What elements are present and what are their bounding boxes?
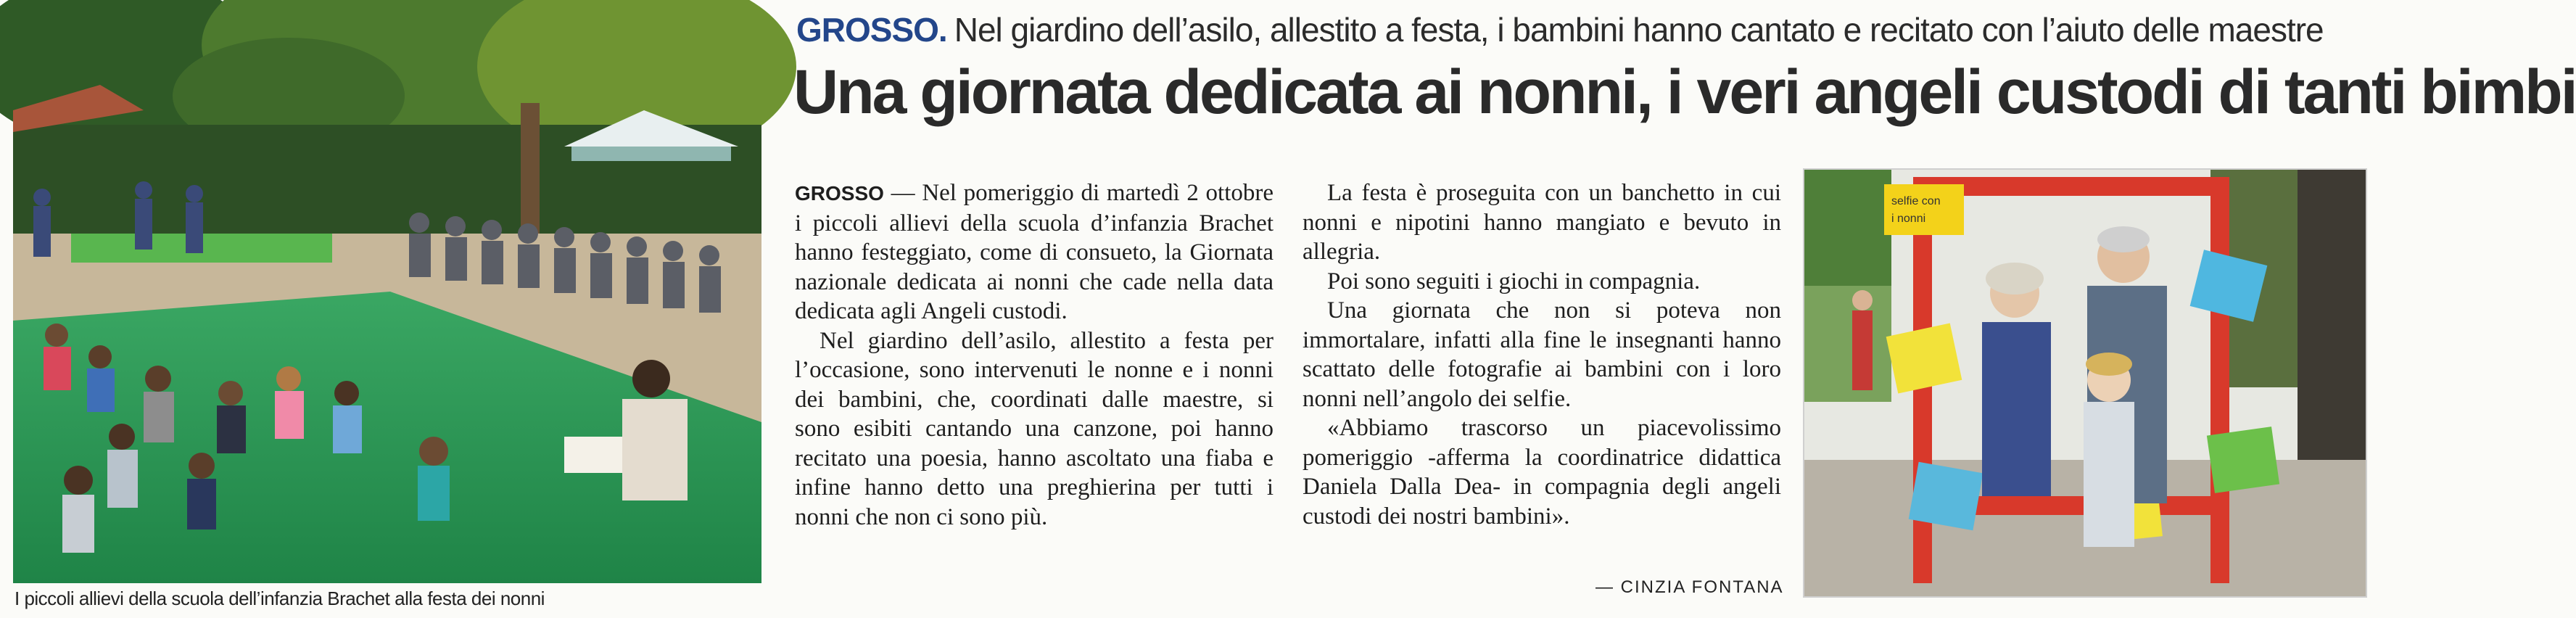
photo-selfie-frame: [1803, 168, 2367, 598]
kicker-place: GROSSO.: [796, 11, 947, 49]
svg-text:selfie con: selfie con: [1891, 195, 1941, 207]
kicker-line: [796, 10, 2377, 49]
lead-dash: —: [883, 180, 922, 206]
paragraph: Nel pomeriggio di martedì 2 ottobre i piccoli allievi della scuola d’infanzia Brachet hanno festeggiato, come di consueto, la Giornata nazionale dedicata ai nonni che cade nella data dedicata agli Angeli custodi.: [795, 180, 1274, 324]
photo-garden-party: [13, 16, 761, 583]
svg-text:i nonni: i nonni: [1891, 213, 1926, 225]
byline: — CINZIA FONTANA: [1595, 577, 1784, 597]
photo-selfie-frame-image: [1804, 170, 2366, 596]
paragraph: Nel giardino dell’asilo, allestito a festa per l’occasione, sono intervenuti le nonne e i nonni dei bambini, che, coordinati dalle maestre, si sono esibiti cantando una canzone, poi hanno recitato una poesia, hanno ascoltato una fiaba e infine hanno detto una preghierina per tutti i nonni che non ci sono più.: [795, 327, 1273, 530]
paragraph: «Abbiamo trascorso un piacevolissimo pomeriggio -afferma la coordinatrice didattica Daniela Dalla Dea- in compagnia degli angeli custodi dei nostri bambini».: [1303, 415, 1781, 530]
paragraph: Una giornata che non si poteva non immortalare, infatti alla fine le insegnanti hanno scattato delle fotografie ai bambini con i loro nonni nell’angolo dei selfie.: [1303, 297, 1781, 412]
paragraph: La festa è proseguita con un banchetto in cui nonni e nipotini hanno mangiato e bevuto in allegria.: [1303, 180, 1781, 265]
lead-place: GROSSO: [795, 182, 884, 205]
headline: Una giornata dedicata ai nonni, i veri angeli custodi di tanti bimbi: [793, 57, 2576, 127]
photo-caption: I piccoli allievi della scuola dell’infanzia Brachet alla festa dei nonni: [15, 588, 545, 609]
kicker-text: Nel giardino dell’asilo, allestito a festa, i bambini hanno cantato e recitato con l’aiuto delle maestre: [954, 11, 2324, 49]
article-column-2: [1303, 178, 1781, 531]
paragraph: Poi sono seguiti i giochi in compagnia.: [1327, 268, 1701, 294]
article-column-1: [795, 178, 1273, 532]
photo-garden-party-image: [13, 16, 761, 583]
